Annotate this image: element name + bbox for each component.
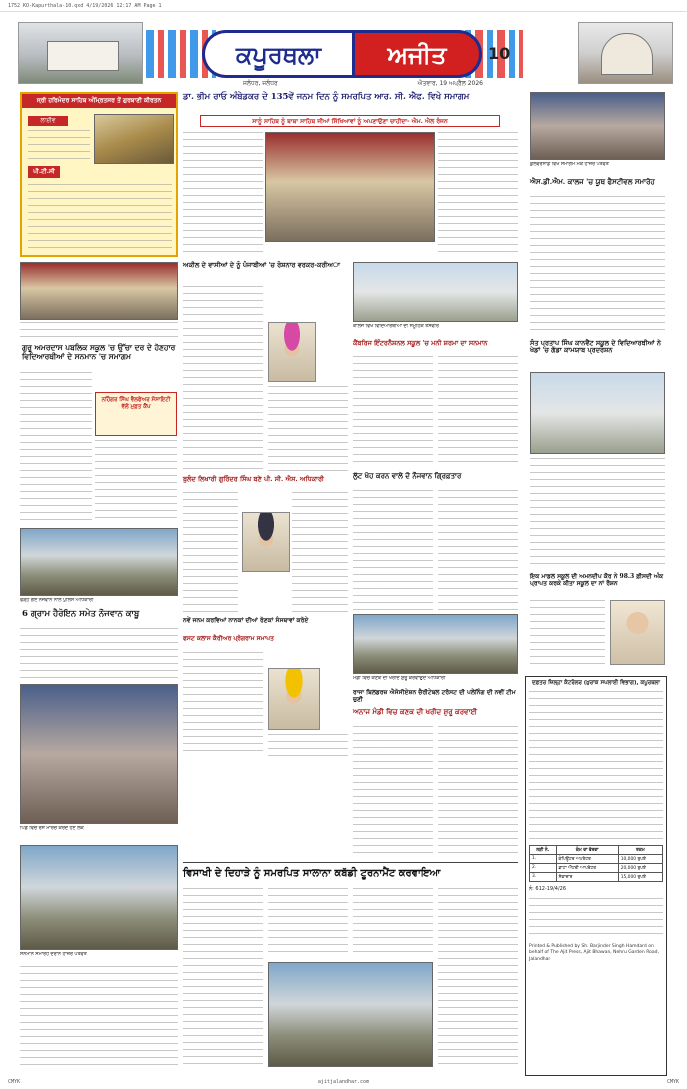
tender-cell: 3. [530,873,557,882]
kabaddi-body3 [353,888,433,958]
cambridge-headline: ਕੈਂਬਰਿਜ ਇੰਟਰਨੈਸ਼ਨਲ ਸਕੂਲ 'ਚ ਮਨੀ ਸ਼ਰਮਾ ਦਾ ਸਨਮਾਨ [353,339,488,347]
sports-students-photo [530,372,665,454]
mid-left-caption-lines [20,322,178,340]
builders-headline: ਰਾਜਾ ਬਿਲਡਰਜ਼ ਐਸੋਸੀਏਸ਼ਨ ਚੈਰੀਟੇਬਲ ਟਰੱਸਟ ਦੀ ਪਲੇਨਿੰਗ ਦੀ ਨਵੀਂ ਟੀਮ ਚੁਣੀ [353,689,516,703]
tender-cell: 1. [530,855,557,864]
lead-subhead: ਸਾਨੂੰ ਸਾਹਿਬ ਨੂੰ ਬਾਬਾ ਸਾਹਿਬ ਜੀਆਂ ਸਿੱਖਿਆਵਾਂ ਨੂੰ ਅਪਣਾਉਣਾ ਚਾਹੀਦਾ- ਐਮ. ਐਲ ਰੰਜਨ [200,115,500,127]
new-birth-headline: ਨਵੇਂ ਜਨਮ ਕਰਵਿਆਂ ਨਾਨਕਾਂ ਦੀਆਂ ਰੋਣਕਾਂ ਸੰਸਥਾਵਾਂ ਕਰੋਏ [183,617,309,624]
tender-cell: 10,000 ਰੁਪਏ [618,855,662,864]
ad-body-lines [28,184,172,252]
group-event-photo [20,845,178,950]
tender-header-sn: ਲੜੀ ਨੰ. [530,846,557,855]
pcs-body2 [292,492,348,612]
footer-center: ajitjalandhar.com [317,1079,370,1085]
wheat-body1 [353,726,433,856]
tender-table [529,845,663,882]
kabaddi-photo [268,962,433,1067]
lower-center-body2 [268,734,348,757]
topper-body [530,600,605,670]
students-group-photo [353,262,518,322]
ad-live-badge: ਲਾਈਵ [28,116,68,126]
ptc-advertisement [20,92,178,257]
print-slug: 1752 KO-Kapurthala-10.qxd 4/19/2026 12:17 AM Page 1 [0,0,687,12]
tender-ref: ਨੰ: 612-19/4/26 [529,886,567,892]
footer-left: CMYK [8,1079,21,1085]
cambridge-body2 [438,356,518,468]
mid-left-body2 [95,440,177,522]
tender-body-lines [529,691,663,841]
masthead [18,14,668,86]
police-photo [20,528,178,596]
footer-right: CMYK [666,1079,679,1085]
ad-text-lines [28,130,90,160]
tender-header-amount: ਰਕਮ [618,846,662,855]
tender-header-work: ਕੰਮ ਦਾ ਵੇਰਵਾ [556,846,618,855]
society-ad: ਨਹਿੰਗਰ ਸਿੰਘ ਵੈਲਫੇਅਰ ਸੋਸਾਇਟੀ ਵੱਲੋਂ ਮੁਫ਼ਤ ਕੈਂਪ [95,392,177,436]
lower-center-body1 [183,652,263,757]
bottom-left-body [20,966,178,1066]
page-footer [0,1076,687,1089]
wheat-headline: ਅਨਾਜ ਮੰਡੀ ਵਿਚ ਕਣਕ ਦੀ ਖਰੀਦ ਸ਼ੁਰੂ ਕਰਵਾਈ [353,707,478,716]
topper-headline: ਇਕ ਮਾਡਲ ਸਕੂਲ ਦੀ ਅਮਨਦੀਪ ਕੌਰ ਨੇ 98.3 ਫ਼ੀਸਦੀ ਅੰਕ ਪ੍ਰਾਪਤ ਕਰਕੇ ਕੀਤਾ ਸਕੂਲ ਦਾ ਨਾਂ ਰੌਸ਼ਨ [530,573,664,587]
mid-center-headline: ਅਕੀਲ ਦੇ ਵਾਸੀਆਂ ਦੇ ਨੂੰ ਪੰਜਾਬੀਆਂ 'ਚ ਰੋਸ਼ਨਾਰ ਵਰਕਰ-ਕਰੀਅਾ [183,261,341,269]
tender-notice [525,676,667,1076]
mid-left-headline: ਗੁਰੂ ਅਮਰਦਾਸ ਪਬਲਿਕ ਸਕੂਲ 'ਚ ਉੱਚਾ ਦਰ ਦੇ ਹੋਣਹਾਰ ਵਿਦਿਆਰਥੀਆਂ ਦੇ ਸਨਮਾਨ 'ਚ ਸਮਾਗਮ [22,343,176,361]
lead-body-col1 [183,132,263,257]
wheat-body2 [438,726,518,856]
mid-center-body2 [268,386,348,471]
masthead-date: ਐਤਵਾਰ, 19 ਅਪ੍ਰੈਲ 2026 [417,80,483,87]
career-headline: ਫਸਟ ਕਲਾਸ ਕੈਰੀਅਰ ਪ੍ਰੋਗਰਾਮ ਸਮਾਪਤ [183,635,274,642]
lead-ceremony-photo [265,132,435,242]
right-top-body [530,196,665,336]
mid-left-stage-photo [20,262,178,320]
ad-title: ਸ੍ਰੀ ਹਰਿਮੰਦਰ ਸਾਹਿਬ ਅੰਮ੍ਰਿਤਸਰ ਤੋਂ ਗੁਰਬਾਣੀ ਕੀਰਤਨ [22,94,176,108]
masthead-right-photo [578,22,673,84]
masthead-city: ਕਪੂਰਥਲਾ [205,33,355,75]
sant-partap-body [530,458,665,570]
heroin-body [20,628,178,678]
print-imprint: Printed & Published by Sh. Barjinder Singh Hamdard on behalf of The Ajit Press, Ajit Bhawan, Nehru Garden Road, Jalandhar [529,944,659,962]
tender-cell: ਸੇਵਾਦਾਰ [556,873,618,882]
police-caption: ਫੜ੍ਹੇ ਗਏ ਨੌਜਵਾਨ ਨਾਲ ਪੁਲਿਸ ਅਧਿਕਾਰੀ [20,598,94,603]
tender-title: ਦਫ਼ਤਰ ਜ਼ਿਲ੍ਹਾ ਕੰਟਰੋਲਰ (ਖ਼ੁਰਾਕ ਸਪਲਾਈ ਵਿਭਾਗ), ਕਪੂਰਥਲਾ [532,680,660,686]
mid-center-body1 [183,286,263,471]
tender-cell: 2. [530,864,557,873]
masthead-left-photo [18,22,143,84]
lead-body-col3 [438,132,518,257]
tender-cell: ਕੰਪਿਊਟਰ ਅਪਰੇਟਰ [556,855,618,864]
kabaddi-body4 [438,888,518,1068]
tender-footer-lines [529,898,663,938]
grain-market-caption: ਮੰਡੀ ਵਿਚ ਕਣਕ ਦੀ ਖਰੀਦ ਸ਼ੁਰੂ ਕਰਵਾਉਂਦੇ ਅਧਿਕਾਰੀ [353,676,446,681]
masthead-edition: ਜਲੰਧਰ, ਜਲੰਧਰ [243,80,278,87]
right-top-headline: ਐਸ.ਡੀ.ਐਮ. ਕਾਲਜ 'ਚ ਯੂਥ ਫੈਸਟੀਵਲ ਸਮਾਰੋਹ [530,177,655,186]
table-row [530,873,663,882]
rally-caption: ਪਿੰਡ ਵਿਚ ਰੋਸ ਮਾਰਚ ਕਰਦੇ ਹੋਏ ਲੋਕ [20,826,84,831]
table-row [530,864,663,873]
masthead-paper-name: ਅਜੀਤ [387,39,447,69]
tender-cell: ਡਾਟਾ ਐਂਟਰੀ ਆਪਰੇਟਰ [556,864,618,873]
golden-temple-photo [94,114,174,164]
divider [183,862,518,863]
loot-body1 [353,490,433,610]
heroin-headline: 6 ਗ੍ਰਾਮ ਹੈਰੋਇਨ ਸਮੇਤ ਨੌਜਵਾਨ ਕਾਬੂ [22,609,140,619]
kabaddi-body2 [268,888,348,958]
sant-partap-headline: ਸੰਤ ਪ੍ਰਤਾਪ ਸਿੰਘ ਕਾਨਵੈਂਟ ਸਕੂਲ ਦੇ ਵਿਦਿਆਰਥੀਆਂ ਨੇ ਖੇਡਾਂ 'ਚ ਗੱਡਾ ਕਾਮਯਾਬ ਪ੍ਰਦਰਸ਼ਨ [530,339,661,355]
pcs-body1 [183,492,238,612]
kabaddi-headline: ਵਿਸਾਖੀ ਦੇ ਦਿਹਾੜੇ ਨੂੰ ਸਮਰਪਿਤ ਸਾਲਾਨਾ ਕਬੱਡੀ ਟੂਰਨਾਮੈਂਟ ਕਰਵਾਇਆ [183,868,441,879]
kabaddi-body1 [183,888,263,1068]
ad-channel: ਪੀ.ਟੀ.ਸੀ [28,166,60,178]
grain-market-photo [353,614,518,674]
pcs-headline: ਬੁਲੰਦ ਲਿਖਾਰੀ ਗੁਰਿੰਦਰ ਸਿੰਘ ਬਣੇ ਪੀ. ਸੀ. ਐਸ. ਅਧਿਕਾਰੀ [183,475,325,483]
officer-portrait [268,322,316,382]
tender-cell: 20,000 ਰੁਪਏ [618,864,662,873]
right-top-photo [530,92,665,160]
masthead-logo [202,30,482,78]
topper-portrait [610,600,665,665]
group-event-caption: ਸਨਮਾਨ ਸਮਾਰੋਹ ਦੌਰਾਨ ਹਾਜ਼ਰ ਪਤਵੰਤੇ [20,952,87,957]
loot-headline: ਲੁੱਟ ਖੋਹ ਕਰਨ ਵਾਲੇ ਦੋ ਨੌਜਵਾਨ ਗ੍ਰਿਫ਼ਤਾਰ [353,471,462,480]
right-top-caption: ਕੁਲਵਰਸਾਡ ਵਿਖੇ ਸਮਾਗਮ ਮੌਕੇ ਹਾਜ਼ਰ ਪਤਵੰਤੇ [530,162,609,167]
speaker-portrait [268,668,320,730]
loot-body2 [438,490,518,610]
cambridge-body1 [353,356,433,468]
masthead-subline [243,80,483,88]
rally-photo [20,684,178,824]
page-number: 10 [488,44,511,63]
table-row [530,855,663,864]
pcs-portrait [242,512,290,572]
tender-cell: 15,000 ਰੁਪਏ [618,873,662,882]
lead-headline: ਡਾ. ਭੀਮ ਰਾਓ ਅੰਬੇਡਕਰ ਦੇ 135ਵੇਂ ਜਨਮ ਦਿਨ ਨੂੰ ਸਮਰਪਿਤ ਆਰ. ਸੀ. ਐਫ. ਵਿਖੇ ਸਮਾਗਮ [183,92,470,102]
mid-left-body [20,372,92,522]
students-photo-caption: ਕਾਲਜ ਵਿਖੇ ਵਿਦਿਆਰਥੀਆਂ ਦੀ ਸਮੂਹਿਕ ਤਸਵੀਰ [353,324,439,329]
